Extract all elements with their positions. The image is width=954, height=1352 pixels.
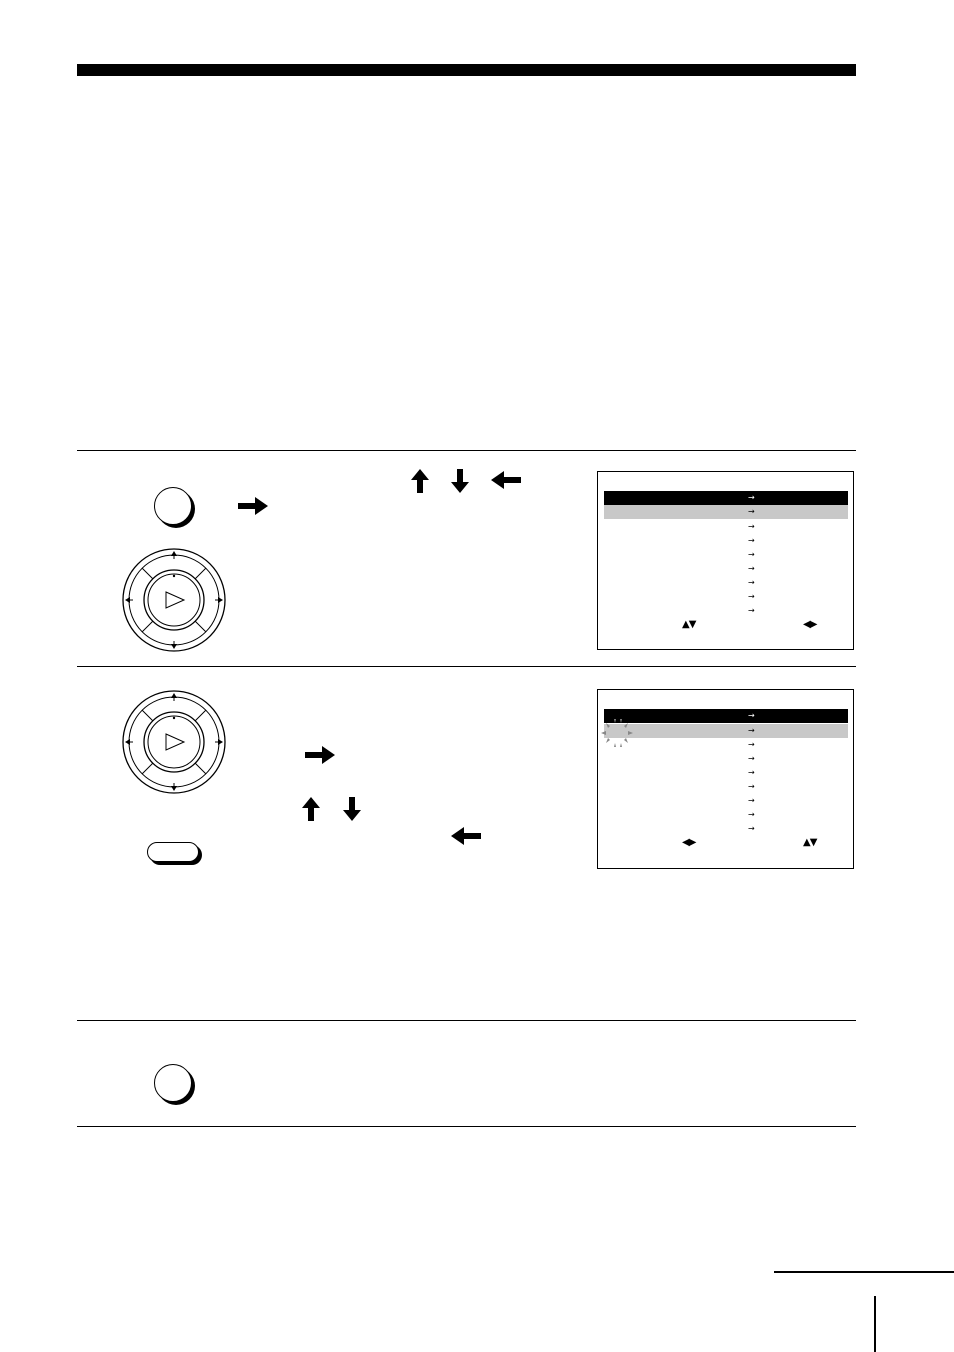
menu-row-arrow: → — [748, 550, 755, 559]
menu-row-arrow: → — [748, 711, 755, 720]
left-right-keys-icon: ◀▶ — [803, 619, 817, 630]
up-arrow-icon — [302, 797, 320, 821]
right-arrow-icon — [238, 497, 268, 515]
menu-row-arrow: → — [748, 592, 755, 601]
menu-row-arrow: → — [748, 768, 755, 777]
oval-button-icon — [147, 842, 199, 862]
blinking-cursor-icon — [600, 717, 634, 749]
menu-row — [604, 822, 848, 836]
left-arrow-icon — [451, 827, 481, 845]
menu-row-arrow: → — [748, 536, 755, 545]
menu-row-arrow: → — [748, 740, 755, 749]
menu-row-arrow: → — [748, 606, 755, 615]
menu-row — [604, 534, 848, 548]
menu-button-icon — [154, 487, 192, 525]
menu-row-arrow: → — [748, 782, 755, 791]
continued-rule — [774, 1271, 954, 1273]
menu-row-arrow: → — [748, 507, 755, 516]
up-down-keys-icon: ▲▼ — [803, 837, 817, 848]
down-arrow-icon — [343, 797, 361, 821]
menu-row — [604, 738, 848, 752]
menu-row — [604, 752, 848, 766]
menu-row — [604, 491, 848, 505]
menu-row — [604, 562, 848, 576]
menu-row — [604, 709, 848, 723]
menu-row — [604, 520, 848, 534]
step-3-divider — [77, 1020, 856, 1021]
left-right-keys-icon: ◀▶ — [682, 837, 696, 848]
jog-dial-icon — [121, 547, 227, 653]
menu-row-arrow: → — [748, 564, 755, 573]
step-1-divider — [77, 450, 856, 451]
right-arrow-icon — [305, 746, 335, 764]
menu-row — [604, 505, 848, 519]
menu-row — [604, 780, 848, 794]
down-arrow-icon — [451, 469, 469, 493]
step-2-divider — [77, 666, 856, 667]
up-arrow-icon — [411, 469, 429, 493]
menu-row-arrow: → — [748, 493, 755, 502]
menu-row — [604, 604, 848, 618]
up-down-keys-icon: ▲▼ — [682, 619, 696, 630]
menu-row-arrow: → — [748, 824, 755, 833]
menu-row-arrow: → — [748, 810, 755, 819]
menu-row — [604, 724, 848, 738]
bottom-divider — [77, 1126, 856, 1127]
menu-row — [604, 548, 848, 562]
menu-screen-2 — [597, 689, 854, 869]
menu-row — [604, 576, 848, 590]
menu-row-arrow: → — [748, 796, 755, 805]
menu-row — [604, 766, 848, 780]
menu-row-arrow: → — [748, 522, 755, 531]
menu-screen-1 — [597, 471, 854, 650]
menu-row-arrow: → — [748, 726, 755, 735]
jog-dial-icon — [121, 689, 227, 795]
menu-row — [604, 590, 848, 604]
menu-button-icon — [154, 1064, 192, 1102]
menu-row — [604, 794, 848, 808]
menu-row-arrow: → — [748, 578, 755, 587]
header-bar — [77, 64, 856, 76]
menu-row-arrow: → — [748, 754, 755, 763]
menu-row — [604, 808, 848, 822]
left-arrow-icon — [491, 471, 521, 489]
page-number-rule — [874, 1296, 876, 1352]
